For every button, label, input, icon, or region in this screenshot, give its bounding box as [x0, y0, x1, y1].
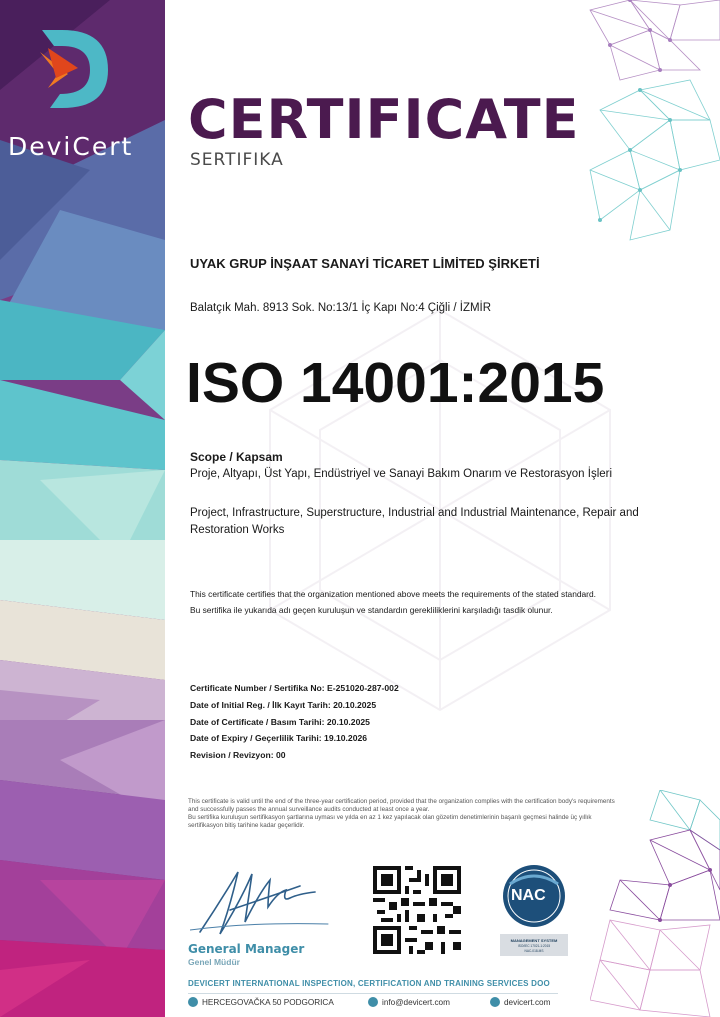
devicert-logo [0, 18, 165, 161]
nac-standard-line: ISO/IEC 17021-1:2015 [517, 944, 551, 948]
certificate-number: Certificate Number / Sertifika No: E-251020-287-002 [190, 683, 399, 693]
certificate-subtitle: SERTIFIKA [190, 150, 284, 170]
certificate-title: CERTIFICATE [188, 88, 580, 151]
footer-address-text: HERCEGOVAČKA 50 PODGORICA [202, 997, 334, 1007]
top-right-mesh-decoration [560, 0, 720, 260]
validity-note-tr: Bu sertifika kuruluşun sertifikasyon şartlarına uyması ve yılda en az 1 kez yapılacak olan gözetim denetimlerinin başarılı geçmesi halinde üç yıllık sertifikasyon bitiş tarihine kadar geçerlidir. [188, 814, 592, 829]
brand-name: DeviCert [8, 132, 134, 161]
nac-logo-text: NAC [511, 887, 546, 904]
scope-english: Project, Infrastructure, Superstructure, Industrial and Industrial Maintenance, Repair and Restoration Works [190, 507, 639, 536]
footer-email[interactable] [368, 997, 450, 1007]
certificate-details [190, 680, 399, 764]
footer-website-text[interactable]: devicert.com [504, 997, 551, 1007]
scope-turkish: Proje, Altyapı, Üst Yapı, Endüstriyel ve Sanayi Bakım Onarım ve Restorasyon İşleri [190, 468, 613, 480]
certification-statement-en: This certificate certifies that the organization mentioned above meets the requirements of the stated standard. [190, 589, 596, 599]
signatory-title-en: General Manager [188, 942, 305, 956]
certificate-date: Date of Certificate / Basım Tarihi: 20.10.2025 [190, 716, 370, 727]
nac-id-line: NAC-018-MS [524, 949, 544, 953]
initial-registration-date: Date of Initial Reg. / İlk Kayıt Tarih: 20.10.2025 [190, 699, 377, 710]
footer-address [188, 997, 334, 1007]
footer-website[interactable] [490, 997, 550, 1007]
footer-divider [188, 993, 558, 994]
company-address: Balatçık Mah. 8913 Sok. No:13/1 İç Kapı No:4 Çiğli / İZMİR [190, 302, 492, 314]
revision: Revision / Revizyon: 00 [190, 750, 286, 761]
certification-statement-tr: Bu sertifika ile yukarıda adı geçen kuruluşun ve standardın gerekliliklerini karşıladığı tasdik olunur. [190, 605, 553, 615]
signature [190, 862, 330, 942]
footer-email-text[interactable]: info@devicert.com [382, 997, 450, 1007]
location-icon [188, 997, 198, 1007]
validity-note [188, 798, 618, 830]
scope-label: Scope / Kapsam [190, 450, 283, 464]
mail-icon [368, 997, 378, 1007]
issuer-company-name: DEVICERT INTERNATIONAL INSPECTION, CERTIFICATION AND TRAINING SERVICES DOO [188, 979, 550, 988]
qr-code[interactable] [373, 866, 461, 954]
nac-scope-line: MANAGEMENT SYSTEM [510, 938, 558, 943]
expiry-date: Date of Expiry / Geçerlilik Tarihi: 19.10.2026 [190, 733, 368, 744]
iso-standard: ISO 14001:2015 [186, 351, 605, 415]
company-name: UYAK GRUP İNŞAAT SANAYİ TİCARET LİMİTED ŞİRKETİ [190, 256, 540, 271]
globe-icon [490, 997, 500, 1007]
validity-note-en: This certificate is valid until the end of the three-year certification period, provided that the organization complies with the certification body's requirements and successfully passes the annual surveillance audits conducted at least once a year. [188, 798, 615, 813]
signatory-title-tr: Genel Müdür [188, 957, 240, 967]
